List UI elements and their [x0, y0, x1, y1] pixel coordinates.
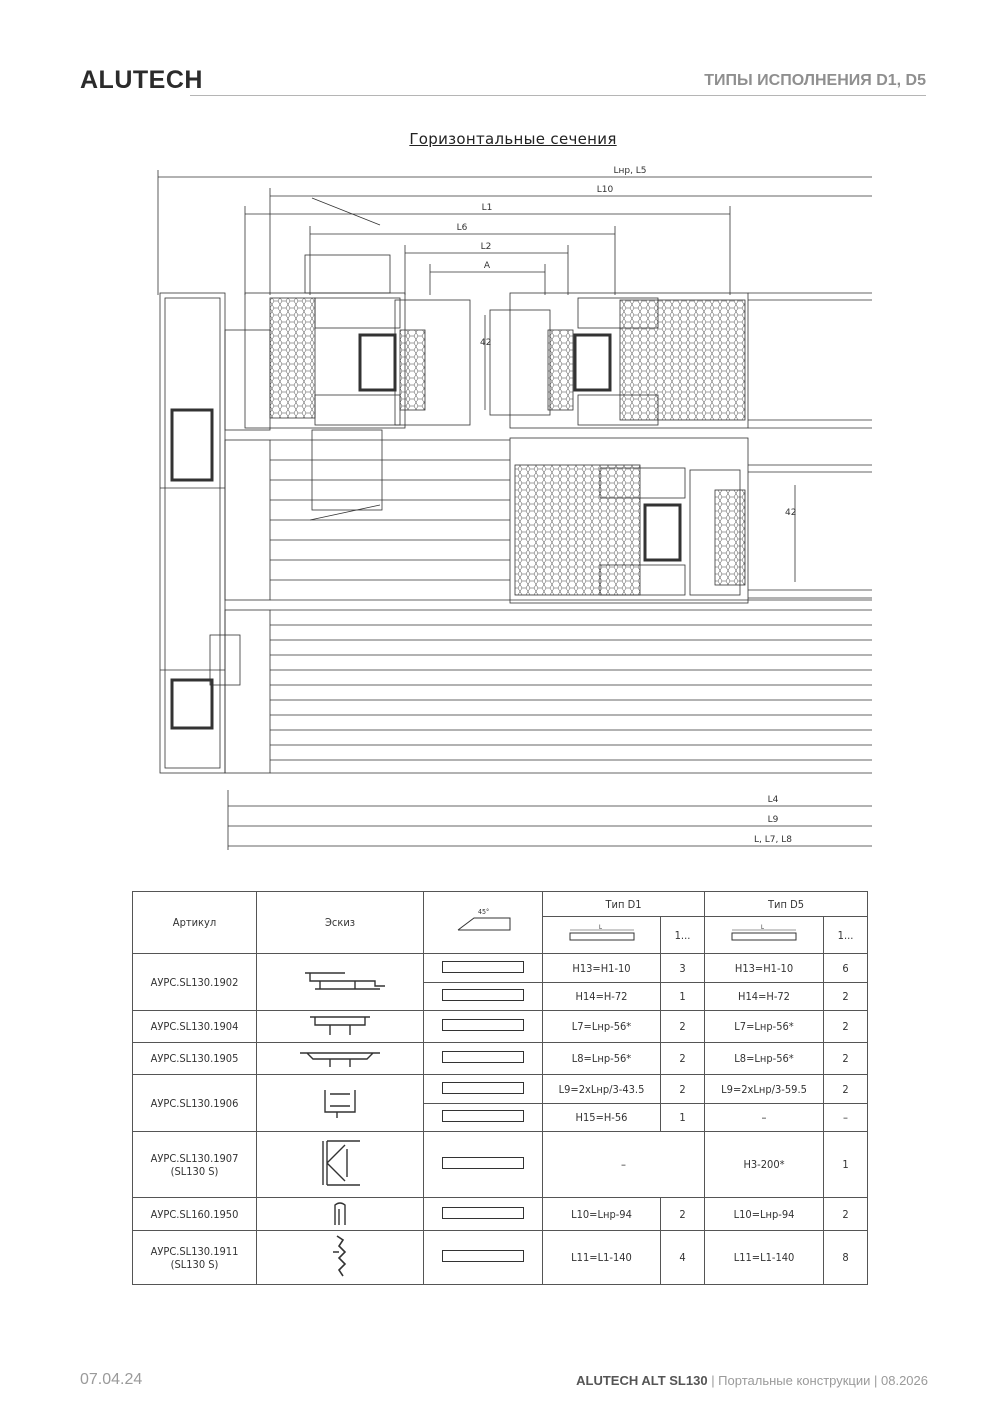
- table-row: [133, 1043, 868, 1075]
- d5-qty: –: [824, 1104, 868, 1132]
- d5-formula: L10=Lнр-94: [705, 1198, 824, 1231]
- profile-sketch-icon: [285, 1043, 395, 1071]
- dim-label-l10: L10: [596, 185, 614, 195]
- brand-logo: ALUTECH: [80, 66, 203, 94]
- svg-text:L: L: [598, 923, 602, 931]
- dim-label-42-upper: 42: [480, 338, 492, 348]
- page-title: ТИПЫ ИСПОЛНЕНИЯ D1, D5: [704, 72, 926, 89]
- d1-qty: 2: [661, 1198, 705, 1231]
- table-row: [133, 1198, 868, 1231]
- profile-length-icon: [729, 924, 799, 944]
- svg-text:L: L: [761, 923, 765, 931]
- footer-product: ALUTECH ALT SL130: [576, 1373, 708, 1388]
- cut-sample: [424, 1231, 543, 1285]
- type-d1-header: Тип D1: [543, 892, 705, 917]
- section-drawing: [0, 150, 1000, 860]
- dim-label-l9: L9: [767, 815, 779, 825]
- d1-qty: 4: [661, 1231, 705, 1285]
- sketch-cell: [257, 1198, 424, 1231]
- dim-label-lnr: Lнр, L5: [613, 166, 647, 176]
- cut-sample: [424, 983, 543, 1011]
- d1-formula: H15=H-56: [543, 1104, 661, 1132]
- d5-qty: 2: [824, 1011, 868, 1043]
- d1-length-header: [543, 917, 661, 954]
- dim-label-42-lower: 42: [785, 508, 797, 518]
- d5-formula: L11=L1-140: [705, 1231, 824, 1285]
- col-article-header: Артикул: [133, 892, 257, 954]
- d5-formula: L7=Lнр-56*: [705, 1011, 824, 1043]
- d5-qty: 2: [824, 1043, 868, 1075]
- d5-formula: H14=H-72: [705, 983, 824, 1011]
- d1-qty: 1: [661, 1104, 705, 1132]
- col-sketch-header: Эскиз: [257, 892, 424, 954]
- d5-formula: H13=H1-10: [705, 954, 824, 983]
- d1-formula: L11=L1-140: [543, 1231, 661, 1285]
- article-cell: АУРС.SL130.1905: [133, 1043, 257, 1075]
- article-note: (SL130 S): [170, 1257, 219, 1271]
- d1-formula: –: [543, 1132, 705, 1198]
- drawing-title: Горизонтальные сечения: [409, 130, 617, 148]
- d5-formula: –: [705, 1104, 824, 1132]
- d5-formula: L9=2xLнр/3-59.5: [705, 1075, 824, 1104]
- d1-formula: L7=Lнр-56*: [543, 1011, 661, 1043]
- dim-label-l: L, L7, L8: [754, 835, 792, 845]
- d1-qty: 2: [661, 1075, 705, 1104]
- article-cell: АУРС.SL130.1904: [133, 1011, 257, 1043]
- table-row: [133, 1075, 868, 1104]
- footer-info: [576, 1373, 928, 1388]
- d1-qty-header: 1...: [661, 917, 705, 954]
- d5-qty-header: 1...: [824, 917, 868, 954]
- d1-qty: 3: [661, 954, 705, 983]
- d1-formula: L10=Lнр-94: [543, 1198, 661, 1231]
- profile-sketch-icon: [285, 1232, 395, 1280]
- cut-sample: [424, 954, 543, 983]
- article-cell: [133, 1132, 257, 1198]
- article-cell: [133, 1231, 257, 1285]
- sketch-cell: [257, 1132, 424, 1198]
- d5-qty: 8: [824, 1231, 868, 1285]
- profile-sketch-icon: [285, 1199, 395, 1227]
- d5-formula: H3-200*: [705, 1132, 824, 1198]
- sketch-cell: [257, 1043, 424, 1075]
- profile-sketch-icon: [285, 1082, 395, 1122]
- cut-sample: [424, 1132, 543, 1198]
- article-code: АУРС.SL130.1911: [150, 1244, 239, 1258]
- sketch-cell: [257, 1075, 424, 1132]
- article-code: АУРС.SL130.1907: [150, 1151, 239, 1165]
- footer-date: 07.04.24: [80, 1371, 143, 1388]
- article-cell: АУРС.SL130.1902: [133, 954, 257, 1011]
- d1-qty: 2: [661, 1043, 705, 1075]
- table-row: [133, 954, 868, 983]
- cut-sample: [424, 1075, 543, 1104]
- table-row: [133, 1011, 868, 1043]
- dim-label-l4: L4: [767, 795, 779, 805]
- d5-qty: 1: [824, 1132, 868, 1198]
- d5-qty: 6: [824, 954, 868, 983]
- d5-length-header: [705, 917, 824, 954]
- cut-sample: [424, 1104, 543, 1132]
- dim-label-l6: L6: [456, 223, 468, 233]
- spec-table: [132, 891, 868, 1285]
- article-cell: АУРС.SL160.1950: [133, 1198, 257, 1231]
- table-row: [133, 1231, 868, 1285]
- d1-formula: H14=H-72: [543, 983, 661, 1011]
- d1-qty: 1: [661, 983, 705, 1011]
- d5-qty: 2: [824, 1198, 868, 1231]
- cut-sample: [424, 1011, 543, 1043]
- header-rule: [190, 95, 926, 96]
- d5-qty: 2: [824, 1075, 868, 1104]
- d1-formula: H13=H1-10: [543, 954, 661, 983]
- table-row: [133, 1132, 868, 1198]
- cut-sample: [424, 1198, 543, 1231]
- profile-sketch-icon: [285, 1135, 395, 1191]
- d1-formula: L9=2xLнр/3-43.5: [543, 1075, 661, 1104]
- article-cell: АУРС.SL130.1906: [133, 1075, 257, 1132]
- d5-qty: 2: [824, 983, 868, 1011]
- dim-label-l1: L1: [481, 203, 493, 213]
- cut-angle-header: [424, 892, 543, 954]
- sketch-cell: [257, 1231, 424, 1285]
- cut-angle-icon: [448, 906, 518, 936]
- footer-rest: | Портальные конструкции | 08.2026: [707, 1373, 928, 1388]
- profile-sketch-icon: [285, 961, 395, 1001]
- svg-text:45°: 45°: [478, 908, 490, 916]
- profile-sketch-icon: [285, 1011, 395, 1039]
- d1-qty: 2: [661, 1011, 705, 1043]
- type-d5-header: Тип D5: [705, 892, 868, 917]
- dim-label-l2: L2: [480, 242, 492, 252]
- profile-length-icon: [567, 924, 637, 944]
- sketch-cell: [257, 1011, 424, 1043]
- dim-label-a: A: [483, 261, 491, 271]
- article-note: (SL130 S): [170, 1164, 219, 1178]
- d1-formula: L8=Lнр-56*: [543, 1043, 661, 1075]
- cut-sample: [424, 1043, 543, 1075]
- d5-formula: L8=Lнр-56*: [705, 1043, 824, 1075]
- sketch-cell: [257, 954, 424, 1011]
